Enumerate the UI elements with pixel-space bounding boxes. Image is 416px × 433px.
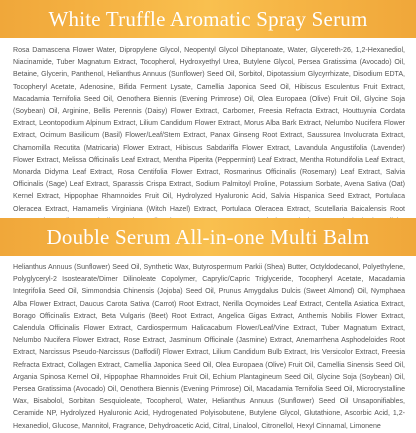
ingredient-list-white-truffle: Rosa Damascena Flower Water, Dipropylene Glycol, Neopentyl Glycol Diheptanoate, Water, Glycereth-26, 1,2-Hexanediol, Niacinamide, Tuber Magnatum Extract, Tocopherol, Hydroxyethyl Urea, Butylene Glycol, Persea Gratissima (Avocado) Oil, Betaine, Glycerin, Panthenol, Helianthus Annuus (Sunflower) Seed Oil, Sorbitol, Dipotassium Glycyrrhizate, Disodium EDTA, Tocopheryl Acetate, Adenosine, Bifida Ferment Lysate, Camellia Japonica Seed Oil, Hibiscus Esculentus Fruit Extract, Macadamia Ternifolia Seed Oil, Oenothera Biennis (Evening Primrose) Oil, Olea Europaea (Olive) Fruit Oil, Glycine Soja (Soybean) Oil, Arginine, Bellis Perennis (Daisy) Flower Extract, Carbomer, Freesia Refracta Extract, Houttuynia Cordata Extract, Leontopodium Alpinum Extract, Lilium Candidum Flower Extract, Morus Alba Bark Extract, Nelumbo Nucifera Flower Extract, Ocimum Basilicum (Basil) Flower/Leaf/Stem Extract, Panax Ginseng Root Extract, Saussurea Involucrata Extract, Chamomilla Recutita (Matricaria) Flower Extract, Hibiscus Sabdariffa Flower Extract, Lavandula Angustifolia (Lavender) Flower Extract, Melissa Officinalis Leaf Extract, Mentha Piperita (Peppermint) Leaf Extract, Mentha Rotundifolia Leaf Extract, Monarda Didyma Leaf Extract, Rosa Centifolia Flower Extract, Rosmarinus Officinalis (Rosemary) Leaf Extract, Salvia Officinalis (Sage) Leaf Extract, Sparassis Crispa Extract, Sodium Palmitoyl Proline, Potassium Sorbate, Avena Sativa (Oat) Kernel Extract, Hippophae Rhamnoides Fruit Oil, Hydrolyzed Hyaluronic Acid, Salvia Hispanica Seed Extract, Portulaca Oleracea Extract, Hamamelis Virginiana (Witch Hazel) Extract, Portulaca Oleracea Extract, Scutellaria Baicalensis Root	[13, 47, 405, 213]
product-banner-multi-balm	[0, 218, 416, 256]
product-banner-white-truffle	[0, 0, 416, 38]
ingredient-list-multi-balm: Helianthus Annuus (Sunflower) Seed Oil, Synthetic Wax, Butyrospermum Parkii (Shea) Butter, Octyldodecanol, Polyethylene, Polyglyceryl-2 Isostearate/Dimer Dilinoleate Copolymer, Caprylic/Capric Triglyceride, Tocopheryl Acetate, Macadamia Integrifolia Seed Oil, Simmondsia Chinensis (Jojoba) Seed Oil, Prunus Amygdalus Dulcis (Sweet Almond) Oil, Nymphaea Alba Flower Extract, Daucus Carota Sativa (Carrot) Root Extract, Nerilla Ocymoides Leaf Extract, Centella Asiatica Extract, Borago Officinalis Extract, Beta Vulgaris (Beet) Root Extract, Angelica Gigas Extract, Anthemis Nobilis Flower Extract, Calendula Officinalis Flower Extract, Cardiospermum Halicacabum Flower/Leaf/Vine Extract, Tuber Magnatum Extract, Nelumbo Nucifera Flower Extract, Rose Extract, Jasminum Officinale (Jasmine) Extract, Anemarrhena Asphodeloides Root Extract, Narcissus Pseudo-Narcissus (Daffodil) Flower Extract, Lilium Candidum Bulb Extract, Iris Versicolor Extract, Freesia Refracta Extract, Collagen Extract, Camellia Japonica Seed Oil, Olea Europaea (Olive) Fruit Oil, Camellia Sinensis Seed Oil, Argania Spinosa Kernel Oil, Hippophae Rhamnoides Fruit Oil, Echium Plantagineum Seed Oil, Glycine Soja (Soybean) Oil, Persea Gratissima (Avocado) Oil, Oenothera Biennis (Evening Primrose) Oil, Macadamia Ternifolia Seed Oil, Microcrystalline Wax, Bisabolol, Sorbitan Sesquioleate, Tocopherol, Water, Helianthus Annuus (Sunflower) Seed Oil Unsaponifiables, Ceramide NP, Hydrolyzed Hyaluronic Acid, Hydrogenated Polyisobutene, Butylene Glycol, Glutathione, Ascorbic Acid, 1,2-Hexanediol, Glucose, Mannitol, Fragrance, Dehydroacetic Acid, Citral, Linalool, Citronellol, Hexyl Cinnamal, Limonene	[13, 264, 405, 430]
product-title: White Truffle Aromatic Spray Serum	[48, 6, 368, 31]
product-title: Double Serum All-in-one Multi Balm	[46, 224, 370, 249]
